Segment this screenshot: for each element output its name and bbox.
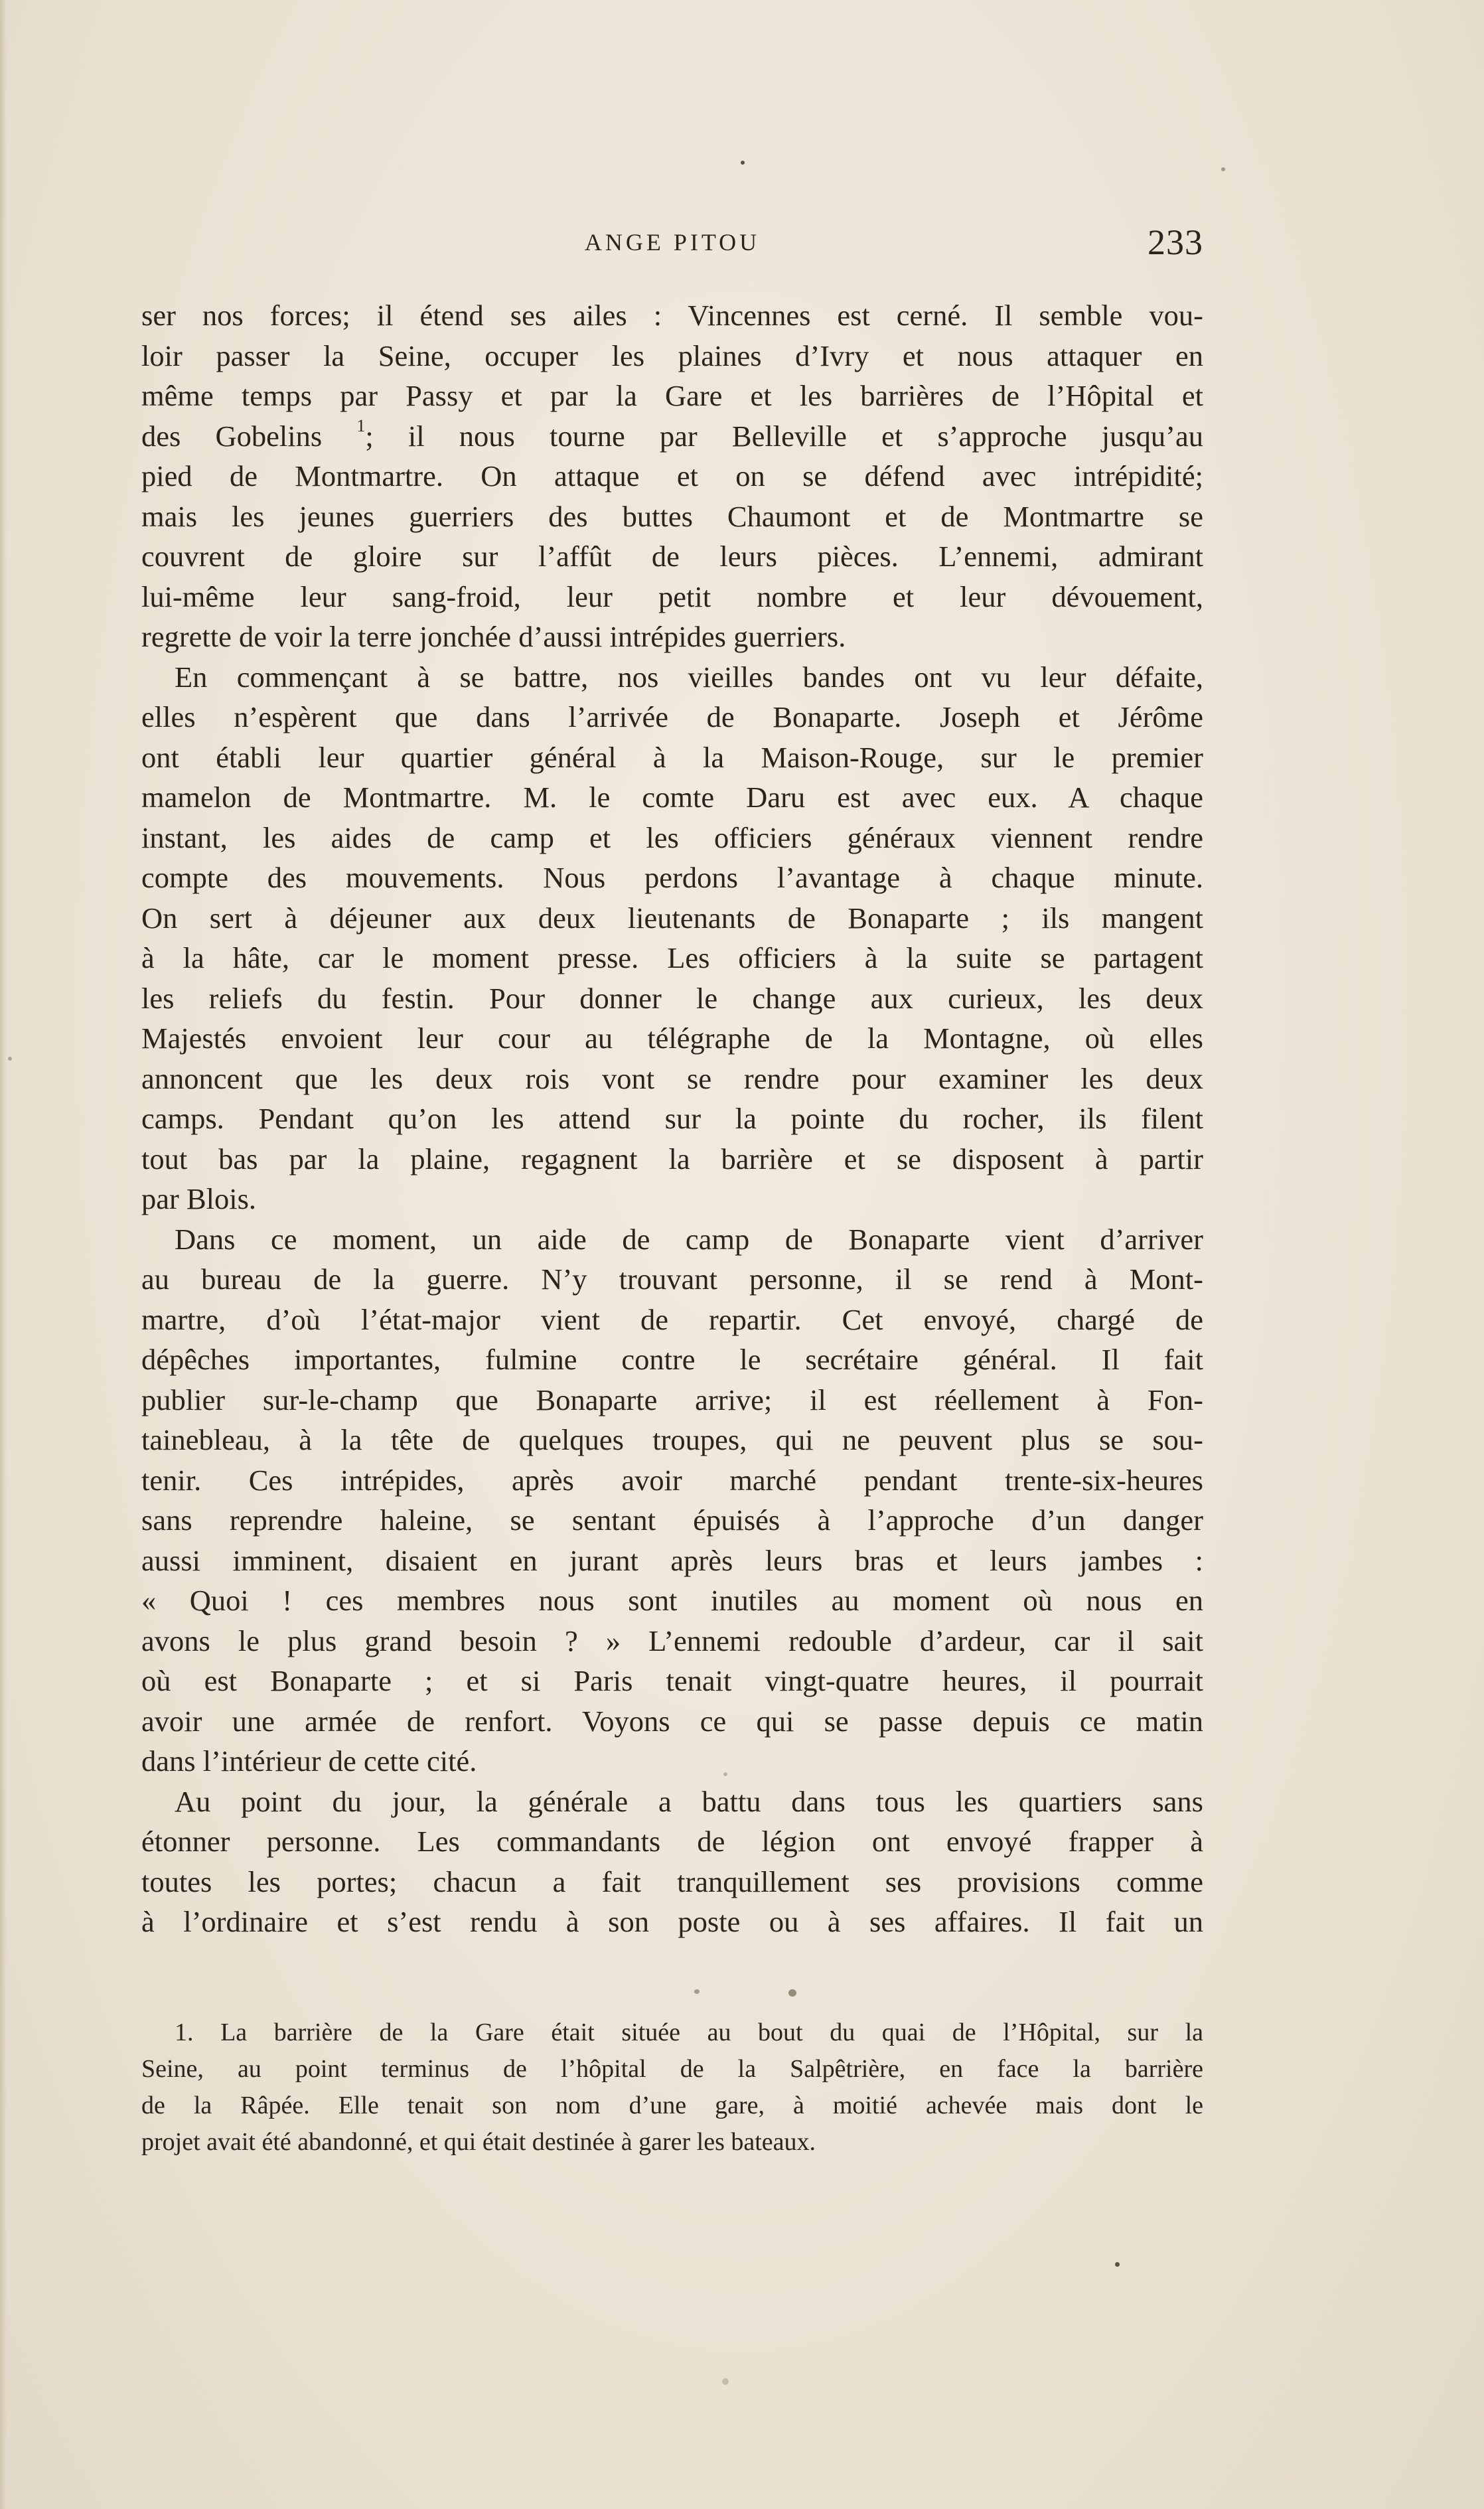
- footnote-text: La barrière de la Gare était située au bout du quai de l’Hôpital, sur la: [220, 2018, 1203, 2046]
- footnote-line: de la Râpée. Elle tenait son nom d’une gare, à moitié achevée mais dont le: [141, 2091, 1203, 2119]
- body-text: [141, 295, 1203, 1942]
- text-line: publier sur-le-champ que Bonaparte arrive; il est réellement à Fon-: [141, 1383, 1203, 1416]
- text-line: Dans ce moment, un aide de camp de Bonaparte vient d’arriver: [175, 1222, 1203, 1256]
- text-segment: des Gobelins: [141, 419, 323, 453]
- footnote-line: [141, 2015, 1203, 2051]
- text-line: toutes les portes; chacun a fait tranquillement ses provisions comme: [141, 1864, 1203, 1898]
- text-line: dans l’intérieur de cette cité.: [141, 1744, 477, 1778]
- text-line: couvrent de gloire sur l’affût de leurs pièces. L’ennemi, admirant: [141, 540, 1203, 573]
- footnote-line: projet avait été abandonné, et qui était destinée à garer les bateaux.: [141, 2128, 816, 2156]
- text-line: même temps par Passy et par la Gare et les barrières de l’Hôpital et: [141, 379, 1203, 412]
- text-line: ont établi leur quartier général à la Maison-Rouge, sur le premier: [141, 740, 1203, 774]
- text-line: où est Bonaparte ; et si Paris tenait vingt-quatre heures, il pourrait: [141, 1664, 1203, 1697]
- text-line: dépêches importantes, fulmine contre le secrétaire général. Il fait: [141, 1343, 1203, 1376]
- text-line: « Quoi ! ces membres nous sont inutiles au moment où nous en: [141, 1584, 1203, 1617]
- footnote-number: 1.: [175, 2018, 194, 2046]
- paper-speck: [8, 1057, 12, 1061]
- paper-speck: [1115, 2262, 1120, 2267]
- text-line: camps. Pendant qu’on les attend sur la pointe du rocher, ils filent: [141, 1102, 1203, 1135]
- page-edge-shadow: [0, 0, 7, 2509]
- text-line: mais les jeunes guerriers des buttes Chaumont et de Montmartre se: [141, 499, 1203, 533]
- footnote-line: Seine, au point terminus de l’hôpital de la Salpêtrière, en face la barrière: [141, 2055, 1203, 2083]
- text-line: ser nos forces; il étend ses ailes : Vincennes est cerné. Il semble vou-: [141, 299, 1203, 332]
- paper-speck: [1221, 167, 1225, 171]
- page-number: 233: [1148, 222, 1203, 262]
- paper-speck: [694, 1989, 700, 1994]
- text-line: par Blois.: [141, 1182, 257, 1215]
- text-line: à la hâte, car le moment presse. Les officiers à la suite se partagent: [141, 941, 1203, 974]
- text-line: On sert à déjeuner aux deux lieutenants de Bonaparte ; ils mangent: [141, 901, 1203, 935]
- text-line: au bureau de la guerre. N’y trouvant personne, il se rend à Mont-: [141, 1262, 1203, 1296]
- paper-speck: [723, 1772, 727, 1776]
- footnote: [141, 2015, 1203, 2161]
- text-line: martre, d’où l’état-major vient de repartir. Cet envoyé, chargé de: [141, 1302, 1203, 1336]
- running-head: [141, 224, 1203, 264]
- paper-speck: [741, 161, 745, 165]
- text-line: avons le plus grand besoin ? » L’ennemi redouble d’ardeur, car il sait: [141, 1624, 1203, 1657]
- text-line: à l’ordinaire et s’est rendu à son poste ou à ses affaires. Il fait un: [141, 1905, 1203, 1938]
- text-line: compte des mouvements. Nous perdons l’avantage à chaque minute.: [141, 861, 1203, 894]
- text-line: tout bas par la plaine, regagnent la barrière et se disposent à partir: [141, 1142, 1203, 1176]
- text-line: regrette de voir la terre jonchée d’aussi intrépides guerriers.: [141, 620, 846, 653]
- text-line: avoir une armée de renfort. Voyons ce qui se passe depuis ce matin: [141, 1704, 1203, 1738]
- text-line: les reliefs du festin. Pour donner le change aux curieux, les deux: [141, 981, 1203, 1015]
- text-line: sans reprendre haleine, se sentant épuisés à l’approche d’un danger: [141, 1503, 1203, 1537]
- text-line: [141, 416, 1203, 457]
- text-line: instant, les aides de camp et les officiers généraux viennent rendre: [141, 820, 1203, 854]
- text-line: tainebleau, à la tête de quelques troupes, qui ne peuvent plus se sou-: [141, 1423, 1203, 1456]
- paper-speck: [788, 1989, 796, 1997]
- text-line: tenir. Ces intrépides, après avoir marché pendant trente-six-heures: [141, 1463, 1203, 1497]
- text-line: Au point du jour, la générale a battu dans tous les quartiers sans: [175, 1784, 1203, 1818]
- text-line: lui-même leur sang-froid, leur petit nombre et leur dévouement,: [141, 579, 1203, 613]
- text-line: mamelon de Montmartre. M. le comte Daru est avec eux. A chaque: [141, 781, 1203, 814]
- text-line: Majestés envoient leur cour au télégraphe de la Montagne, où elles: [141, 1022, 1203, 1055]
- text-line: aussi imminent, disaient en jurant après leurs bras et leurs jambes :: [141, 1543, 1203, 1577]
- text-line: elles n’espèrent que dans l’arrivée de Bonaparte. Joseph et Jérôme: [141, 700, 1203, 733]
- text-segment: ; il nous tourne par Belleville et s’approche jusqu’au: [365, 419, 1204, 453]
- text-line: En commençant à se battre, nos vieilles bandes ont vu leur défaite,: [175, 660, 1203, 694]
- text-line: pied de Montmartre. On attaque et on se défend avec intrépidité;: [141, 459, 1203, 493]
- running-title: ANGE PITOU: [584, 229, 761, 256]
- text-line: étonner personne. Les commandants de légion ont envoyé frapper à: [141, 1825, 1203, 1858]
- footnote-reference: 1: [356, 416, 366, 435]
- text-line: annoncent que les deux rois vont se rendre pour examiner les deux: [141, 1061, 1203, 1095]
- paper-speck: [722, 2378, 729, 2385]
- text-line: loir passer la Seine, occuper les plaines d’Ivry et nous attaquer en: [141, 339, 1203, 372]
